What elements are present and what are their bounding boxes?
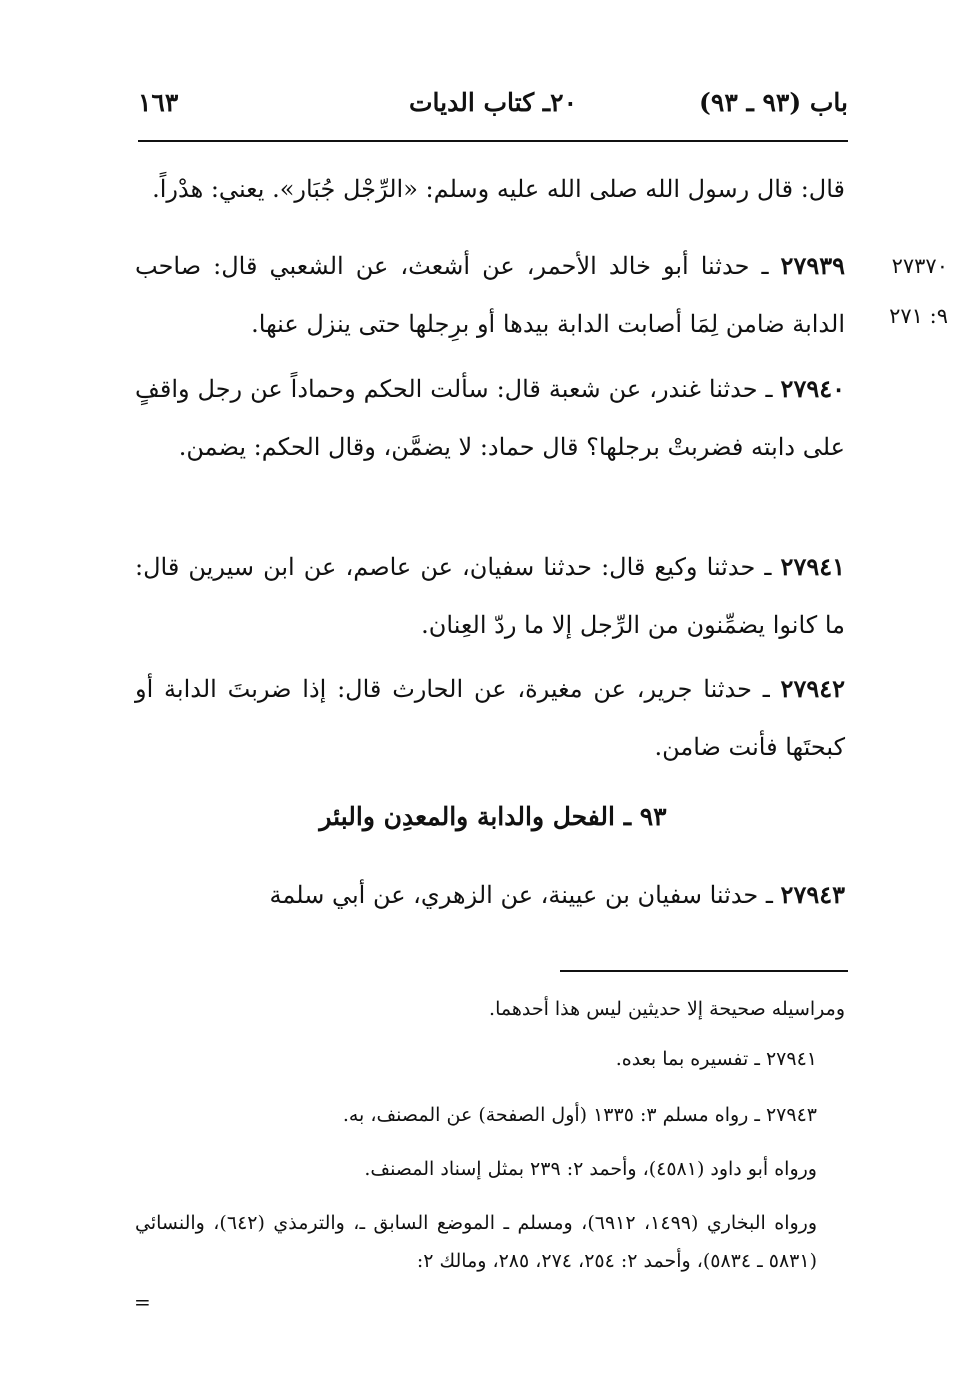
hadith-text: ـ حدثنا وكيع قال: حدثنا سفيان، عن عاصم، عن ابن سيرين قال: ما كانوا يضمِّنون من الرِّجل إلا ما ردّ العِنان. (135, 553, 845, 639)
hadith-paragraph (135, 660, 845, 776)
footnote: ورواه البخاري (١٤٩٩، ٦٩١٢)، ومسلم ـ الموضع السابق ـ، والترمذي (٦٤٢)، والنسائي (٥٨٣١ ـ ٥٨٣٤)، وأحمد ٢: ٢٥٤، ٢٧٤، ٢٨٥، ومالك ٢: (135, 1212, 818, 1272)
header-rule (138, 140, 848, 142)
continuation-mark: = (134, 1290, 151, 1314)
footnote-rule (560, 970, 848, 972)
running-header (138, 88, 848, 128)
page-number: ١٦٣ (138, 88, 179, 117)
footnote: ومراسيله صحيحة إلا حديثين ليس هذا أحدهما. (489, 998, 845, 1020)
hadith-number: ٢٧٩٤٢ (780, 674, 845, 703)
hadith-number: ٢٧٩٣٩ (780, 251, 845, 280)
hadith-text: ـ حدثنا غندر، عن شعبة قال: سألت الحكم وحماداً عن رجل واقفٍ على دابته فضربتْ برجلها؟ قال حماد: لا يضمَّن، وقال الحكم: يضمن. (135, 375, 845, 461)
footnote: ورواه أبو داود (٤٥٨١)، وأحمد ٢: ٢٣٩ بمثل إسناد المصنف. (364, 1158, 817, 1180)
hadith-text: ـ حدثنا سفيان بن عيينة، عن الزهري، عن أبي سلمة (269, 881, 781, 909)
footnote: ٢٧٩٤١ ـ تفسيره بما بعده. (615, 1048, 817, 1070)
hadith-number: ٢٧٩٤١ (780, 552, 845, 581)
hadith-paragraph (135, 360, 845, 476)
hadith-paragraph (135, 538, 845, 654)
hadith-number: ٢٧٩٤٣ (780, 880, 845, 909)
hadith-number: ٢٧٩٤٠ (780, 374, 845, 403)
paragraph-text: قال: قال رسول الله صلى الله عليه وسلم: «الرِّجْل جُبَار». يعني: هدْراً. (152, 175, 845, 203)
hadith-text: ـ حدثنا جرير، عن مغيرة، عن الحارث قال: إذا ضربتَ الدابة أو كبحتَها فأنت ضامن. (135, 675, 845, 761)
margin-note: ٩: ٢٧١ (889, 304, 948, 328)
section-heading: ٩٣ ـ الفحل والدابة والمعدِن والبئر (319, 802, 667, 831)
margin-note: ٢٧٣٧٠ (891, 254, 948, 278)
hadith-paragraph (135, 237, 845, 353)
book-title: ٢٠ـ كتاب الديات (409, 88, 577, 117)
chapter-range: باب (٩٣ ـ ٩٣) (699, 88, 848, 117)
hadith-paragraph (135, 866, 845, 924)
footnote: ٢٧٩٤٣ ـ رواه مسلم ٣: ١٣٣٥ (أول الصفحة) عن المصنف، به. (342, 1104, 817, 1126)
paragraph-intro (135, 160, 845, 218)
hadith-text: ـ حدثنا أبو خالد الأحمر، عن أشعث، عن الشعبي قال: صاحب الدابة ضامن لِمَا أصابت الدابة بيدها أو برِجلها حتى ينزل عنها. (135, 252, 845, 338)
